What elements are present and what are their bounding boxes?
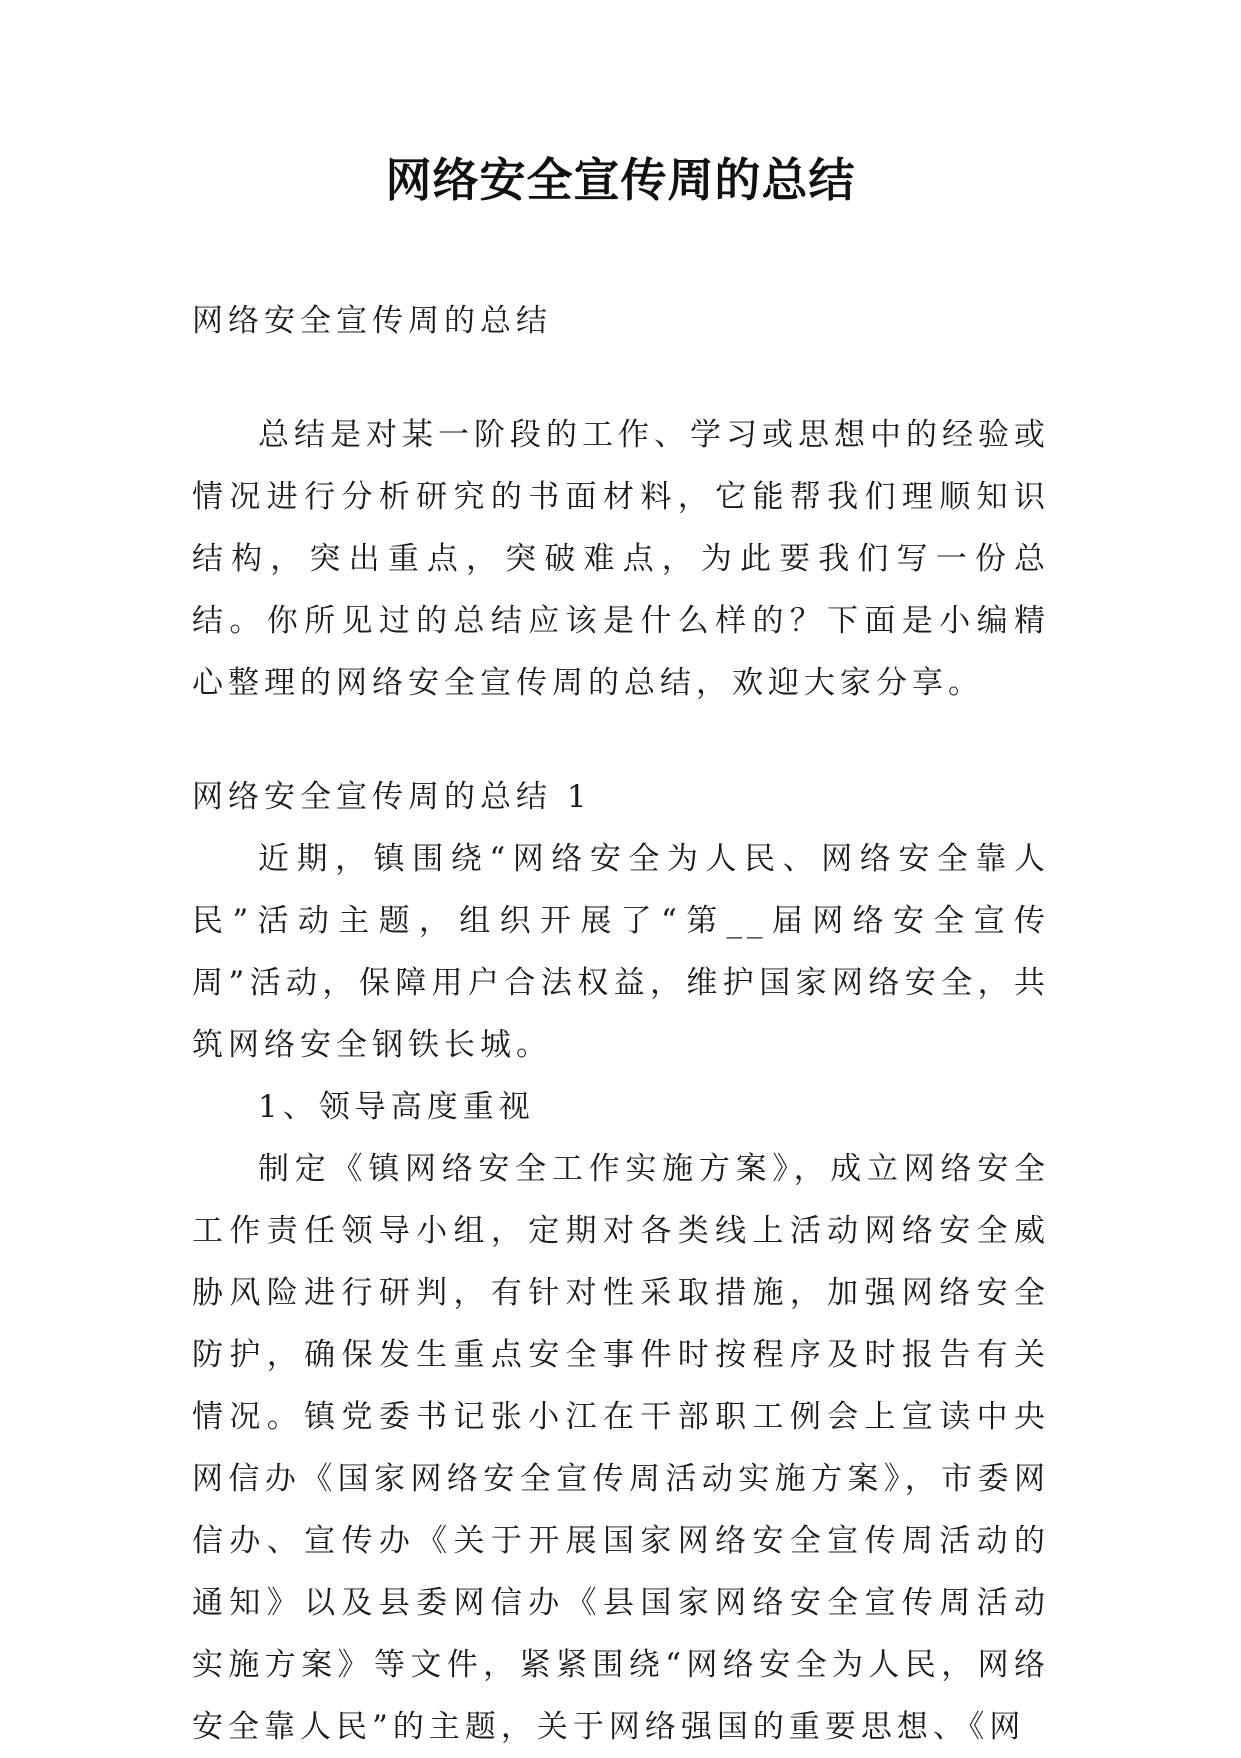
document-title: 网络安全宣传周的总结 [385, 153, 856, 207]
section-point-heading: 1、领导高度重视 [258, 1089, 535, 1125]
intro-paragraph: 总结是对某一阶段的工作、学习或思想中的经验或情况进行分析研究的书面材料，它能帮我们理顺知识结构，突出重点，突破难点，为此要我们写一份总结。你所见过的总结应该是什么样的？下面是小编精心整理的网络安全宣传周的总结，欢迎大家分享。 [192, 417, 1050, 701]
section-heading: 网络安全宣传周的总结 1 [192, 779, 592, 815]
section-paragraph-2: 制定《镇网络安全工作实施方案》，成立网络安全工作责任领导小组，定期对各类线上活动网络安全威胁风险进行研判，有针对性采取措施，加强网络安全防护，确保发生重点安全事件时按程序及时报告有关情况。镇党委书记张小江在干部职工例会上宣读中央网信办《国家网络安全宣传周活动实施方案》，市委网信办、宣传办《关于开展国家网络安全宣传周活动的通知》以及县委网信办《县国家网络安全宣传周活动实施方案》等文件，紧紧围绕“网络安全为人民，网络安全靠人民”的主题，关于网络强国的重要思想、《网 [192, 1151, 1050, 1745]
document-body [192, 290, 1050, 1758]
document-subtitle: 网络安全宣传周的总结 [192, 303, 552, 339]
section-paragraph: 近期，镇围绕“网络安全为人民、网络安全靠人民”活动主题，组织开展了“第__届网络安全宣传周”活动，保障用户合法权益，维护国家网络安全，共筑网络安全钢铁长城。 [192, 841, 1050, 1063]
